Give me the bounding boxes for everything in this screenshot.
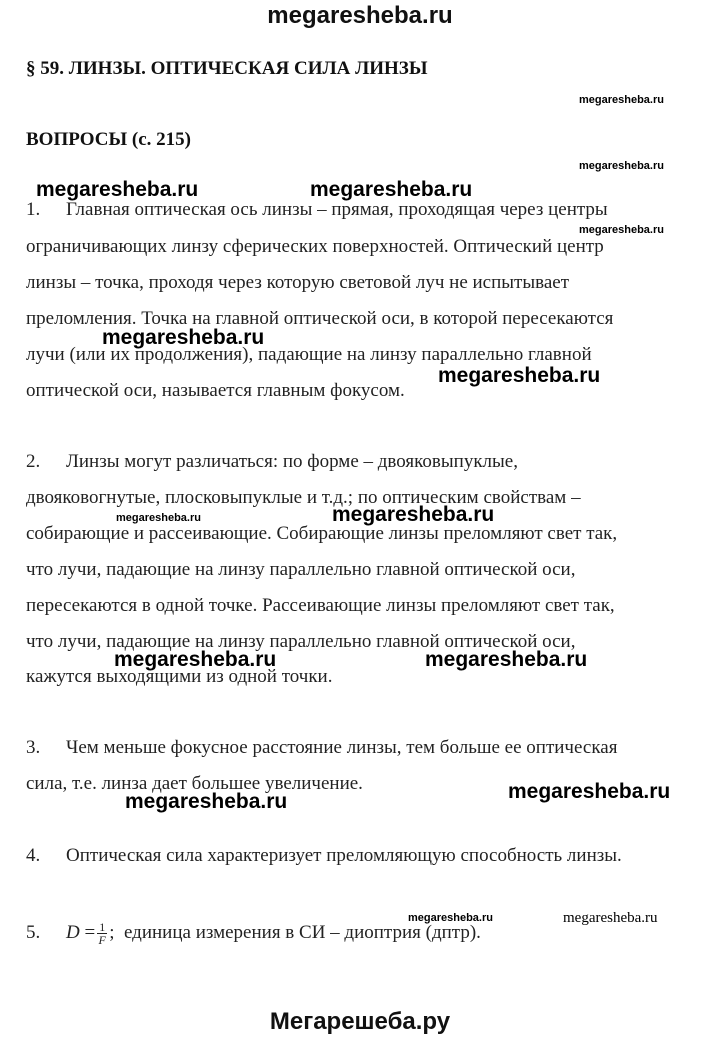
section-title: § 59. ЛИНЗЫ. ОПТИЧЕСКАЯ СИЛА ЛИНЗЫ	[26, 58, 428, 79]
watermark-big: megaresheba.ru	[332, 503, 495, 526]
answer-1-line-1: 1. Главная оптическая ось линзы – прямая, проходящая через центры	[26, 199, 608, 220]
answer-2-line-6: что лучи, падающие на линзу параллельно главной оптической оси,	[26, 631, 576, 652]
watermark-big: megaresheba.ru	[310, 178, 473, 201]
answer-3-line-2: сила, т.е. линза дает большее увеличение.	[26, 773, 363, 794]
answer-5-text: единица измерения в СИ – диоптрия (дптр).	[123, 921, 481, 943]
watermark-small: megaresheba.ru	[579, 160, 664, 172]
watermark-big: megaresheba.ru	[36, 178, 199, 201]
answer-1-line-6: оптической оси, называется главным фокусом.	[26, 380, 405, 401]
watermark-small: megaresheba.ru	[408, 912, 493, 924]
watermark-big: megaresheba.ru	[114, 648, 277, 671]
answer-4-line-1: 4. Оптическая сила характеризует преломляющую способность линзы.	[26, 845, 622, 866]
answer-1-number: 1.	[26, 199, 41, 220]
answer-4-number: 4.	[26, 845, 41, 866]
answer-1-line-5: лучи (или их продолжения), падающие на линзу параллельно главной	[26, 344, 592, 365]
watermark-small: megaresheba.ru	[116, 512, 201, 524]
answer-3-line-1: 3. Чем меньше фокусное расстояние линзы, тем больше ее оптическая	[26, 737, 618, 758]
answer-2-line-1: 2. Линзы могут различаться: по форме – двояковыпуклые,	[26, 451, 518, 472]
answer-5-number: 5.	[26, 921, 41, 943]
formula-fraction: $\frac{1}{F}$	[98, 920, 106, 947]
answer-2-line-4: что лучи, падающие на линзу параллельно главной оптической оси,	[26, 559, 576, 580]
answer-2-line-2: двояковогнутые, плосковыпуклые и т.д.; по оптическим свойствам –	[26, 487, 581, 508]
answer-2-line-3: собирающие и рассеивающие. Собирающие линзы преломляют свет так,	[26, 523, 618, 544]
answer-2-line-5: пересекаются в одной точке. Рассеивающие линзы преломляют свет так,	[26, 595, 615, 616]
site-header: megaresheba.ru	[267, 2, 453, 29]
answer-2-line-7: кажутся выходящими из одной точки.	[26, 666, 333, 687]
answer-1-line-3: линзы – точка, проходя через которую световой луч не испытывает	[26, 272, 570, 293]
watermark-small: megaresheba.ru	[579, 94, 664, 106]
watermark-big: megaresheba.ru	[125, 790, 288, 813]
site-footer: Мегарешеба.ру	[269, 1008, 451, 1035]
watermark-small: megaresheba.ru	[579, 224, 664, 236]
answer-2-number: 2.	[26, 451, 41, 472]
watermark-big: megaresheba.ru	[508, 780, 671, 803]
watermark-big: megaresheba.ru	[425, 648, 588, 671]
watermark-big: megaresheba.ru	[102, 326, 265, 349]
answer-3-number: 3.	[26, 737, 41, 758]
questions-heading: ВОПРОСЫ (с. 215)	[26, 129, 191, 150]
optical-power-formula: D = $\frac{1}{F}$ ;	[66, 920, 115, 947]
answer-1-line-2: ограничивающих линзу сферических поверхностей. Оптический центр	[26, 236, 604, 257]
watermark-big: megaresheba.ru	[438, 364, 601, 387]
watermark-medium: megaresheba.ru	[563, 910, 658, 926]
answer-5-line-1	[26, 921, 481, 946]
answer-1-line-4: преломления. Точка на главной оптической оси, в которой пересекаются	[26, 308, 614, 329]
